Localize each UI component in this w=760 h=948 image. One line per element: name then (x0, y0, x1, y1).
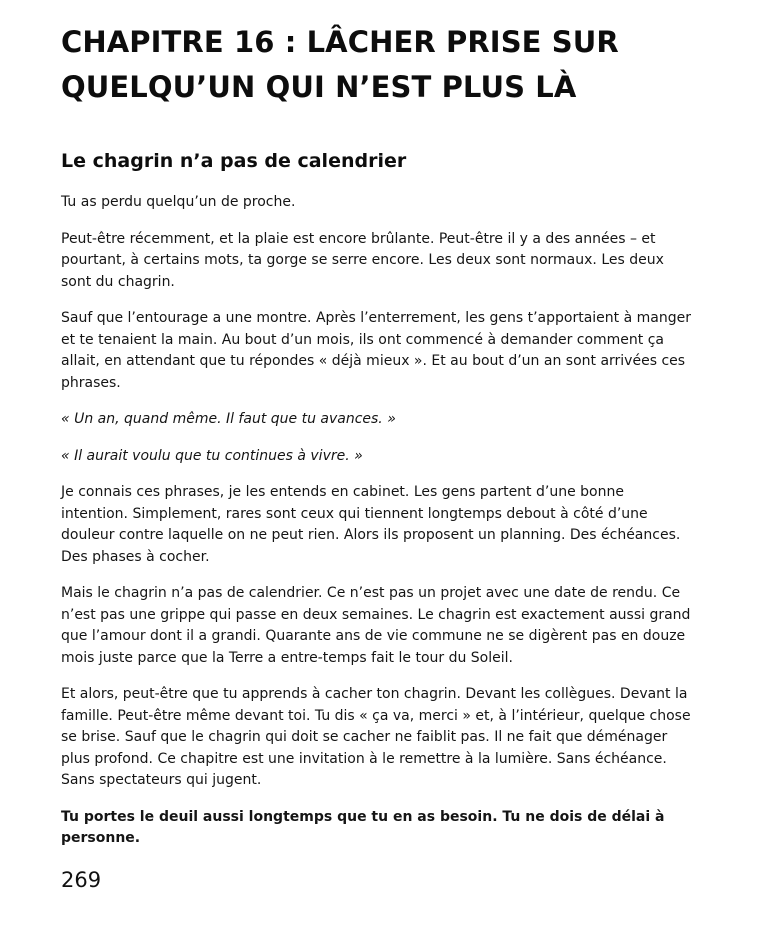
paragraph-cabinet: Je connais ces phrases, je les entends en cabinet. Les gens partent d’une bonne intention. Simplement, rares sont ceux qui tiennent longtemps debout à côté d’une douleur contre laquelle on ne peut rien. Alors ils proposent un planning. Des échéances. Des phases à cocher. (61, 484, 681, 565)
paragraph-no-calendar: Mais le chagrin n’a pas de calendrier. Ce n’est pas un projet avec une date de rendu. Ce n’est pas une grippe qui passe en deux semaines. Le chagrin est exactement aussi grand que l’amour dont il a grandi. Quarante ans de vie commune ne se digèrent pas en douze mois juste parce que la Terre a entre-temps fait le tour du Soleil. (61, 585, 691, 666)
quote-continue-living: « Il aurait voulu que tu continues à vivre. » (61, 447, 363, 464)
paragraph-entourage: Sauf que l’entourage a une montre. Après l’enterrement, les gens t’apportaient à manger et te tenaient la main. Au bout d’un mois, ils ont commencé à demander comment ça allait, en attendant que tu répondes « déjà mieux ». Et au bout d’un an sont arrivées ces phrases. (61, 310, 691, 391)
chapter-title-line-2: QUELQU’UN QUI N’EST PLUS LÀ (61, 70, 577, 104)
section-title: Le chagrin n’a pas de calendrier (61, 150, 407, 172)
body-text (61, 192, 693, 850)
chapter-title (61, 20, 693, 110)
book-page (61, 20, 693, 865)
paragraph-closing-statement: Tu portes le deuil aussi longtemps que tu en as besoin. Tu ne dois de délai à personne. (61, 808, 665, 846)
page-number: 269 (61, 868, 102, 892)
paragraph-recent-loss: Peut-être récemment, et la plaie est encore brûlante. Peut-être il y a des années – et pourtant, à certains mots, ta gorge se serre encore. Les deux sont normaux. Les deux sont du chagrin. (61, 230, 664, 290)
chapter-title-line-1: CHAPITRE 16 : LÂCHER PRISE SUR (61, 25, 619, 59)
paragraph-intro: Tu as perdu quelqu’un de proche. (61, 194, 296, 210)
paragraph-hiding-grief: Et alors, peut-être que tu apprends à cacher ton chagrin. Devant les collègues. Devant la famille. Peut-être même devant toi. Tu dis « ça va, merci » et, à l’intérieur, quelque chose se brise. Sauf que le chagrin qui doit se cacher ne faiblit pas. Il ne fait que déménager plus profond. Ce chapitre est une invitation à le remettre à la lumière. Sans échéance. Sans spectateurs qui jugent. (61, 686, 691, 788)
quote-one-year: « Un an, quand même. Il faut que tu avances. » (61, 411, 396, 427)
